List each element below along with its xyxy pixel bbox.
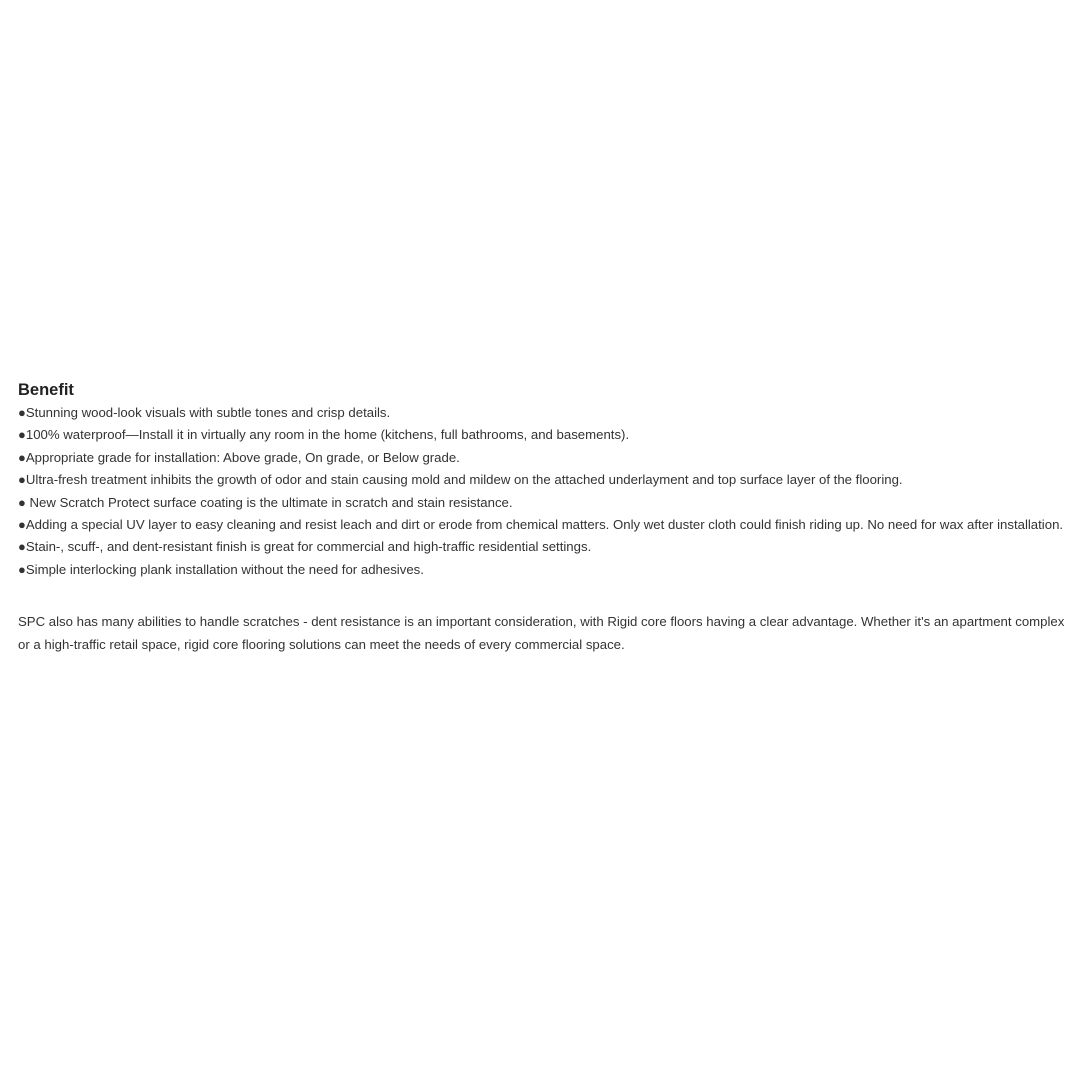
- benefit-item-text: Stunning wood-look visuals with subtle tones and crisp details.: [25, 405, 391, 420]
- benefit-item: [18, 402, 1068, 424]
- bullet-icon: ●: [18, 561, 26, 577]
- benefit-item-text: Stain-, scuff-, and dent-resistant finish is great for commercial and high-traffic residential settings.: [25, 539, 592, 555]
- benefit-item: [18, 447, 1068, 469]
- benefit-item-text: New Scratch Protect surface coating is the ultimate in scratch and stain resistance.: [25, 494, 513, 510]
- benefit-heading: Benefit: [18, 381, 74, 399]
- benefit-list: [18, 402, 1068, 581]
- bullet-icon: ●: [18, 427, 26, 443]
- benefit-item-text: Ultra-fresh treatment inhibits the growth of odor and stain causing mold and mildew on the attached underlayment and top surface layer of the flooring.: [25, 472, 903, 488]
- bullet-icon: ●: [18, 539, 26, 555]
- bullet-icon: ●: [18, 494, 26, 510]
- benefit-section: [18, 380, 1068, 656]
- benefit-item-text: Appropriate grade for installation: Above grade, On grade, or Below grade.: [25, 449, 460, 465]
- benefit-item: [18, 492, 1068, 514]
- benefit-item-text: 100% waterproof—Install it in virtually any room in the home (kitchens, full bathrooms, and basements).: [25, 427, 630, 443]
- benefit-item: [18, 424, 1068, 446]
- benefit-item: [18, 559, 1068, 581]
- bullet-icon: ●: [18, 405, 26, 420]
- bullet-icon: ●: [18, 472, 26, 488]
- benefit-item-text: Simple interlocking plank installation without the need for adhesives.: [25, 561, 424, 577]
- benefit-item-text: Adding a special UV layer to easy cleaning and resist leach and dirt or erode from chemical matters. Only wet duster cloth could finish riding up. No need for wax after installation.: [25, 517, 1064, 533]
- bullet-icon: ●: [18, 449, 26, 465]
- benefit-item: [18, 514, 1068, 536]
- benefit-item: [18, 536, 1068, 558]
- closing-paragraph: SPC also has many abilities to handle scratches - dent resistance is an important consideration, with Rigid core floors having a clear advantage. Whether it's an apartment complex or a high-traffic retail space, rigid core flooring solutions can meet the needs of every commercial space.: [18, 614, 1065, 652]
- bullet-icon: ●: [18, 517, 26, 533]
- benefit-item: [18, 469, 1068, 491]
